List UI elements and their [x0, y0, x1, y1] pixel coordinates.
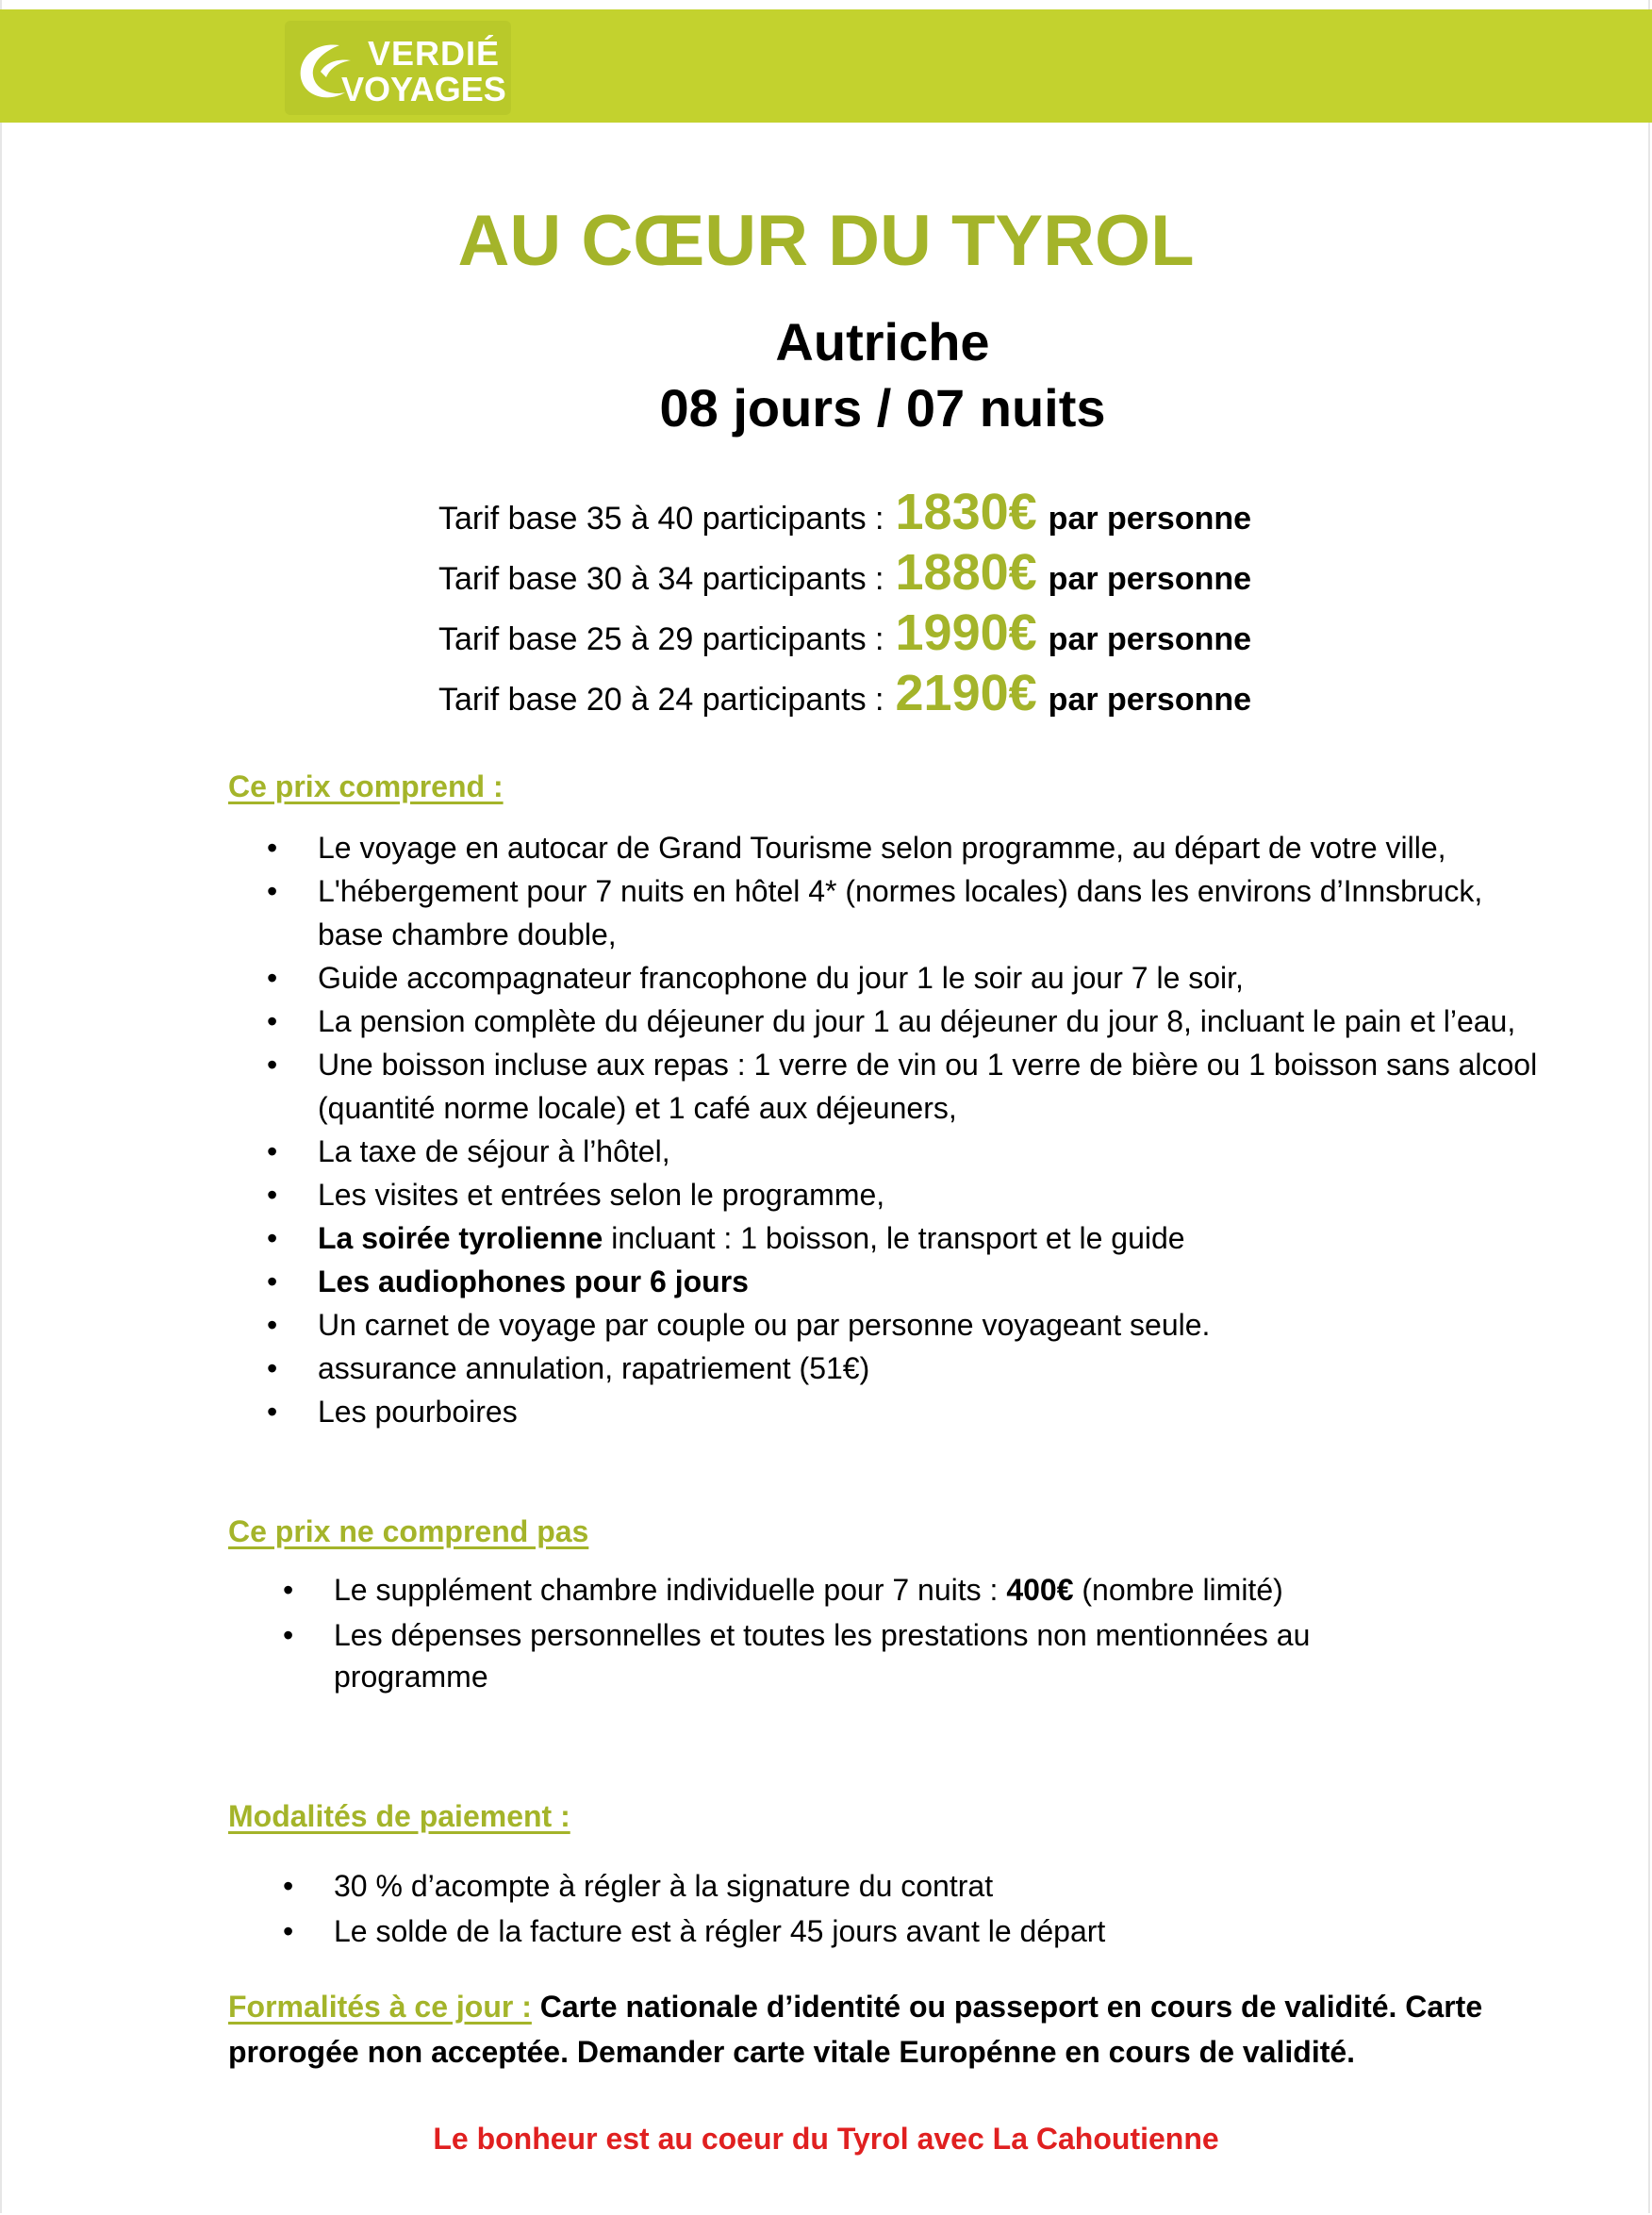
tarif-suffix: par personne	[1048, 682, 1252, 718]
tarif-suffix: par personne	[1048, 561, 1252, 597]
tarif-label: Tarif base 30 à 34 participants :	[438, 561, 884, 597]
list-item: • assurance annulation, rapatriement (51€)	[318, 1347, 1544, 1390]
tarif-row	[438, 603, 1251, 664]
tarif-row	[438, 483, 1251, 543]
tarif-label: Tarif base 25 à 29 participants :	[438, 621, 884, 657]
tarif-suffix: par personne	[1048, 501, 1252, 537]
ne-comprend-pas-heading: Ce prix ne comprend pas	[228, 1514, 589, 1548]
formalites-paragraph	[228, 1984, 1492, 2074]
comprend-list	[318, 826, 1544, 1433]
paiement-list	[334, 1863, 1446, 1954]
paiement-heading: Modalités de paiement :	[228, 1799, 570, 1833]
list-item: • La pension complète du déjeuner du jour 1 au déjeuner du jour 8, incluant le pain et l’eau,	[318, 1000, 1544, 1043]
list-item: • Une boisson incluse aux repas : 1 verre de vin ou 1 verre de bière ou 1 boisson sans alcool (quantité norme locale) et 1 café aux déjeuners,	[318, 1043, 1544, 1130]
list-item: • Les visites et entrées selon le programme,	[318, 1173, 1544, 1216]
tarif-list	[438, 483, 1251, 724]
tarif-row	[438, 543, 1251, 603]
tarif-price: 2190€	[895, 665, 1037, 721]
list-item: • Les audiophones pour 6 jours	[318, 1260, 1544, 1303]
footer-tagline: Le bonheur est au coeur du Tyrol avec La Cahoutienne	[433, 2122, 1219, 2156]
verdie-voyages-logo	[285, 21, 511, 115]
logo-word-voyages: VOYAGES	[341, 70, 506, 108]
formalites-text: Carte nationale d’identité ou passeport en cours de validité. Carte prorogée non acceptée. Demander carte vitale Europénne en cours de validité.	[228, 1990, 1483, 2069]
list-item: • L'hébergement pour 7 nuits en hôtel 4* (normes locales) dans les environs d’Innsbruck, base chambre double,	[318, 869, 1544, 956]
list-item: • Les dépenses personnelles et toutes les prestations non mentionnées au programme	[334, 1614, 1446, 1697]
list-item: • La taxe de séjour à l’hôtel,	[318, 1130, 1544, 1173]
page-title: AU CŒUR DU TYROL	[457, 201, 1195, 281]
list-item: • Les pourboires	[318, 1390, 1544, 1433]
tarif-label: Tarif base 35 à 40 participants :	[438, 501, 884, 537]
list-item: • Le voyage en autocar de Grand Tourisme selon programme, au départ de votre ville,	[318, 826, 1544, 869]
header-band	[0, 9, 1652, 123]
tarif-price: 1880€	[895, 544, 1037, 601]
list-item: • La soirée tyrolienne incluant : 1 boisson, le transport et le guide	[318, 1216, 1544, 1260]
list-item: • Le solde de la facture est à régler 45 jours avant le départ	[334, 1909, 1446, 1954]
country-subtitle: Autriche	[775, 312, 990, 372]
ne-comprend-pas-list	[334, 1569, 1446, 1697]
tarif-label: Tarif base 20 à 24 participants :	[438, 682, 884, 718]
tarif-price: 1990€	[895, 604, 1037, 661]
list-item: • Guide accompagnateur francophone du jour 1 le soir au jour 7 le soir,	[318, 956, 1544, 1000]
tarif-row	[438, 664, 1251, 724]
list-item: • 30 % d’acompte à régler à la signature du contrat	[334, 1863, 1446, 1909]
list-item: • Le supplément chambre individuelle pour 7 nuits : 400€ (nombre limité)	[334, 1569, 1446, 1611]
list-item: • Un carnet de voyage par couple ou par personne voyageant seule.	[318, 1303, 1544, 1347]
tarif-price: 1830€	[895, 484, 1037, 540]
comprend-heading: Ce prix comprend :	[228, 769, 504, 803]
duration-subtitle: 08 jours / 07 nuits	[659, 378, 1106, 438]
tarif-suffix: par personne	[1048, 621, 1252, 657]
formalites-label: Formalités à ce jour :	[228, 1990, 532, 2024]
logo-word-verdie: VERDIÉ	[368, 34, 501, 73]
